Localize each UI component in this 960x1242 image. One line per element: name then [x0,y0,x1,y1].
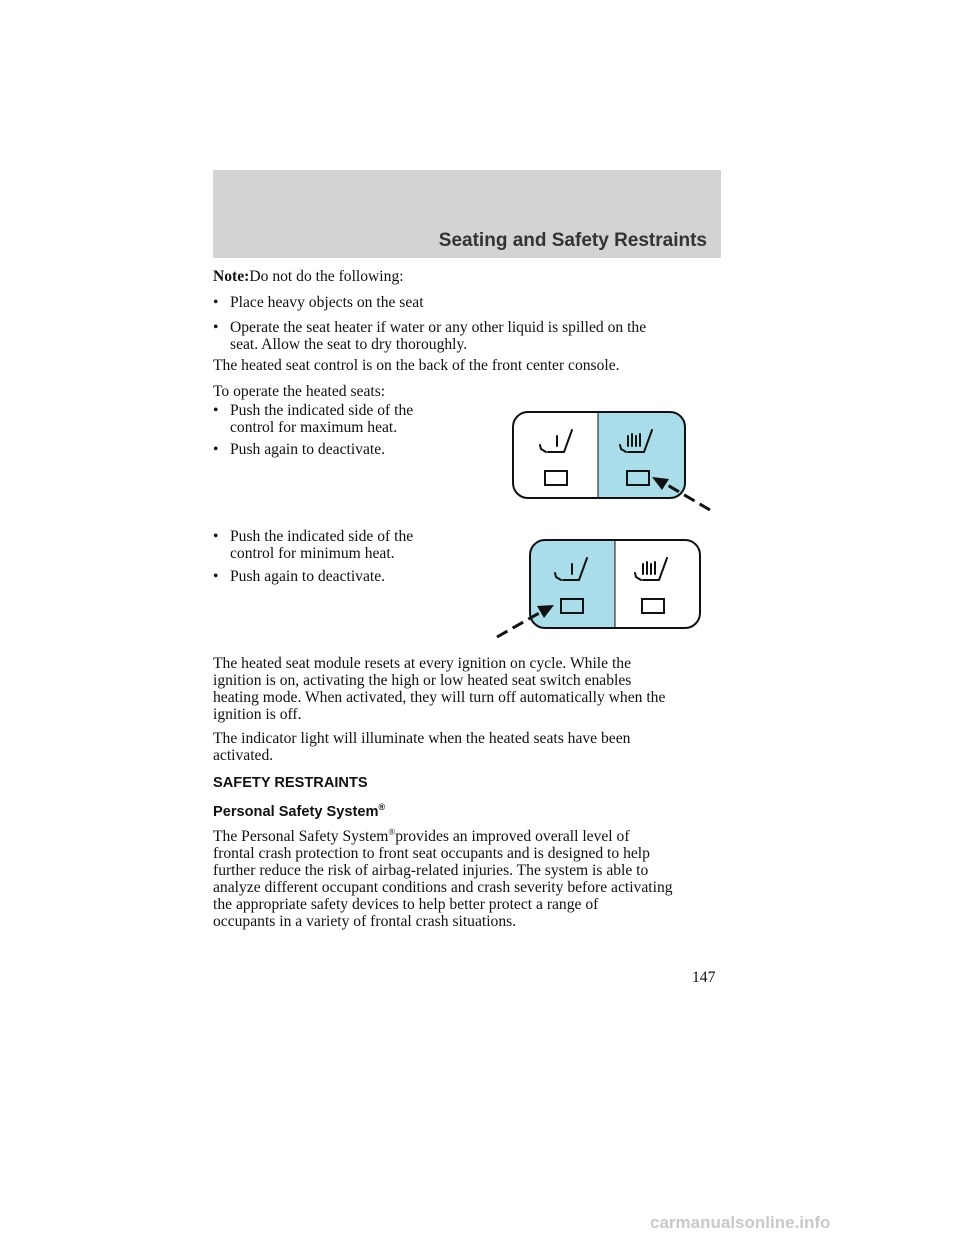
paragraph: The indicator light will illuminate when the heated seats have been [213,730,631,747]
list-item-text: control for minimum heat. [230,545,395,562]
list-item-text: control for maximum heat. [230,419,398,436]
registered-mark: ® [378,802,386,812]
paragraph: The heated seat control is on the back of the front center console. [213,357,620,374]
paragraph: The heated seat module resets at every ignition on cycle. While the [213,655,631,672]
list-item-text: Place heavy objects on the seat [230,294,424,311]
paragraph: activated. [213,747,274,764]
list-item-text: Push again to deactivate. [230,568,386,585]
list-item-text: Operate the seat heater if water or any other liquid is spilled on the [230,319,647,336]
high-heat-seat-icon [635,558,667,580]
low-heat-seat-icon [540,430,572,452]
paragraph: the appropriate safety devices to help better protect a range of [213,896,599,913]
footer-watermark: carmanualsonline.info [650,1213,831,1232]
paragraph: ignition is off. [213,706,302,723]
note-label: Note: [213,268,250,285]
paragraph: ignition is on, activating the high or low heated seat switch enables [213,672,632,689]
paragraph: occupants in a variety of frontal crash situations. [213,913,517,930]
paragraph: heating mode. When activated, they will turn off automatically when the [213,689,666,706]
paragraph: The Personal Safety System®provides an improved overall level of [213,827,630,845]
paragraph: frontal crash protection to front seat occupants and is designed to help [213,845,650,862]
note-text: Do not do the following: [249,268,404,285]
paragraph: further reduce the risk of airbag-related injuries. The system is able to [213,862,649,879]
registered-mark: ® [388,827,396,837]
indicator-light-icon [545,471,567,485]
list-item-text: Push again to deactivate. [230,441,386,458]
list-item-text: seat. Allow the seat to dry thoroughly. [230,336,468,353]
paragraph: To operate the heated seats: [213,383,386,400]
section-title: Seating and Safety Restraints [438,230,707,251]
list-item-text: Push the indicated side of the [230,402,414,419]
low-heat-switch-figure [497,540,700,637]
list-item-text: Push the indicated side of the [230,528,414,545]
subheading: Personal Safety System® [213,802,386,820]
page-number: 147 [692,969,716,986]
indicator-light-icon [642,599,664,613]
section-heading: SAFETY RESTRAINTS [213,775,368,791]
high-heat-switch-figure [513,412,710,510]
paragraph: analyze different occupant conditions and crash severity before activating [213,879,673,896]
